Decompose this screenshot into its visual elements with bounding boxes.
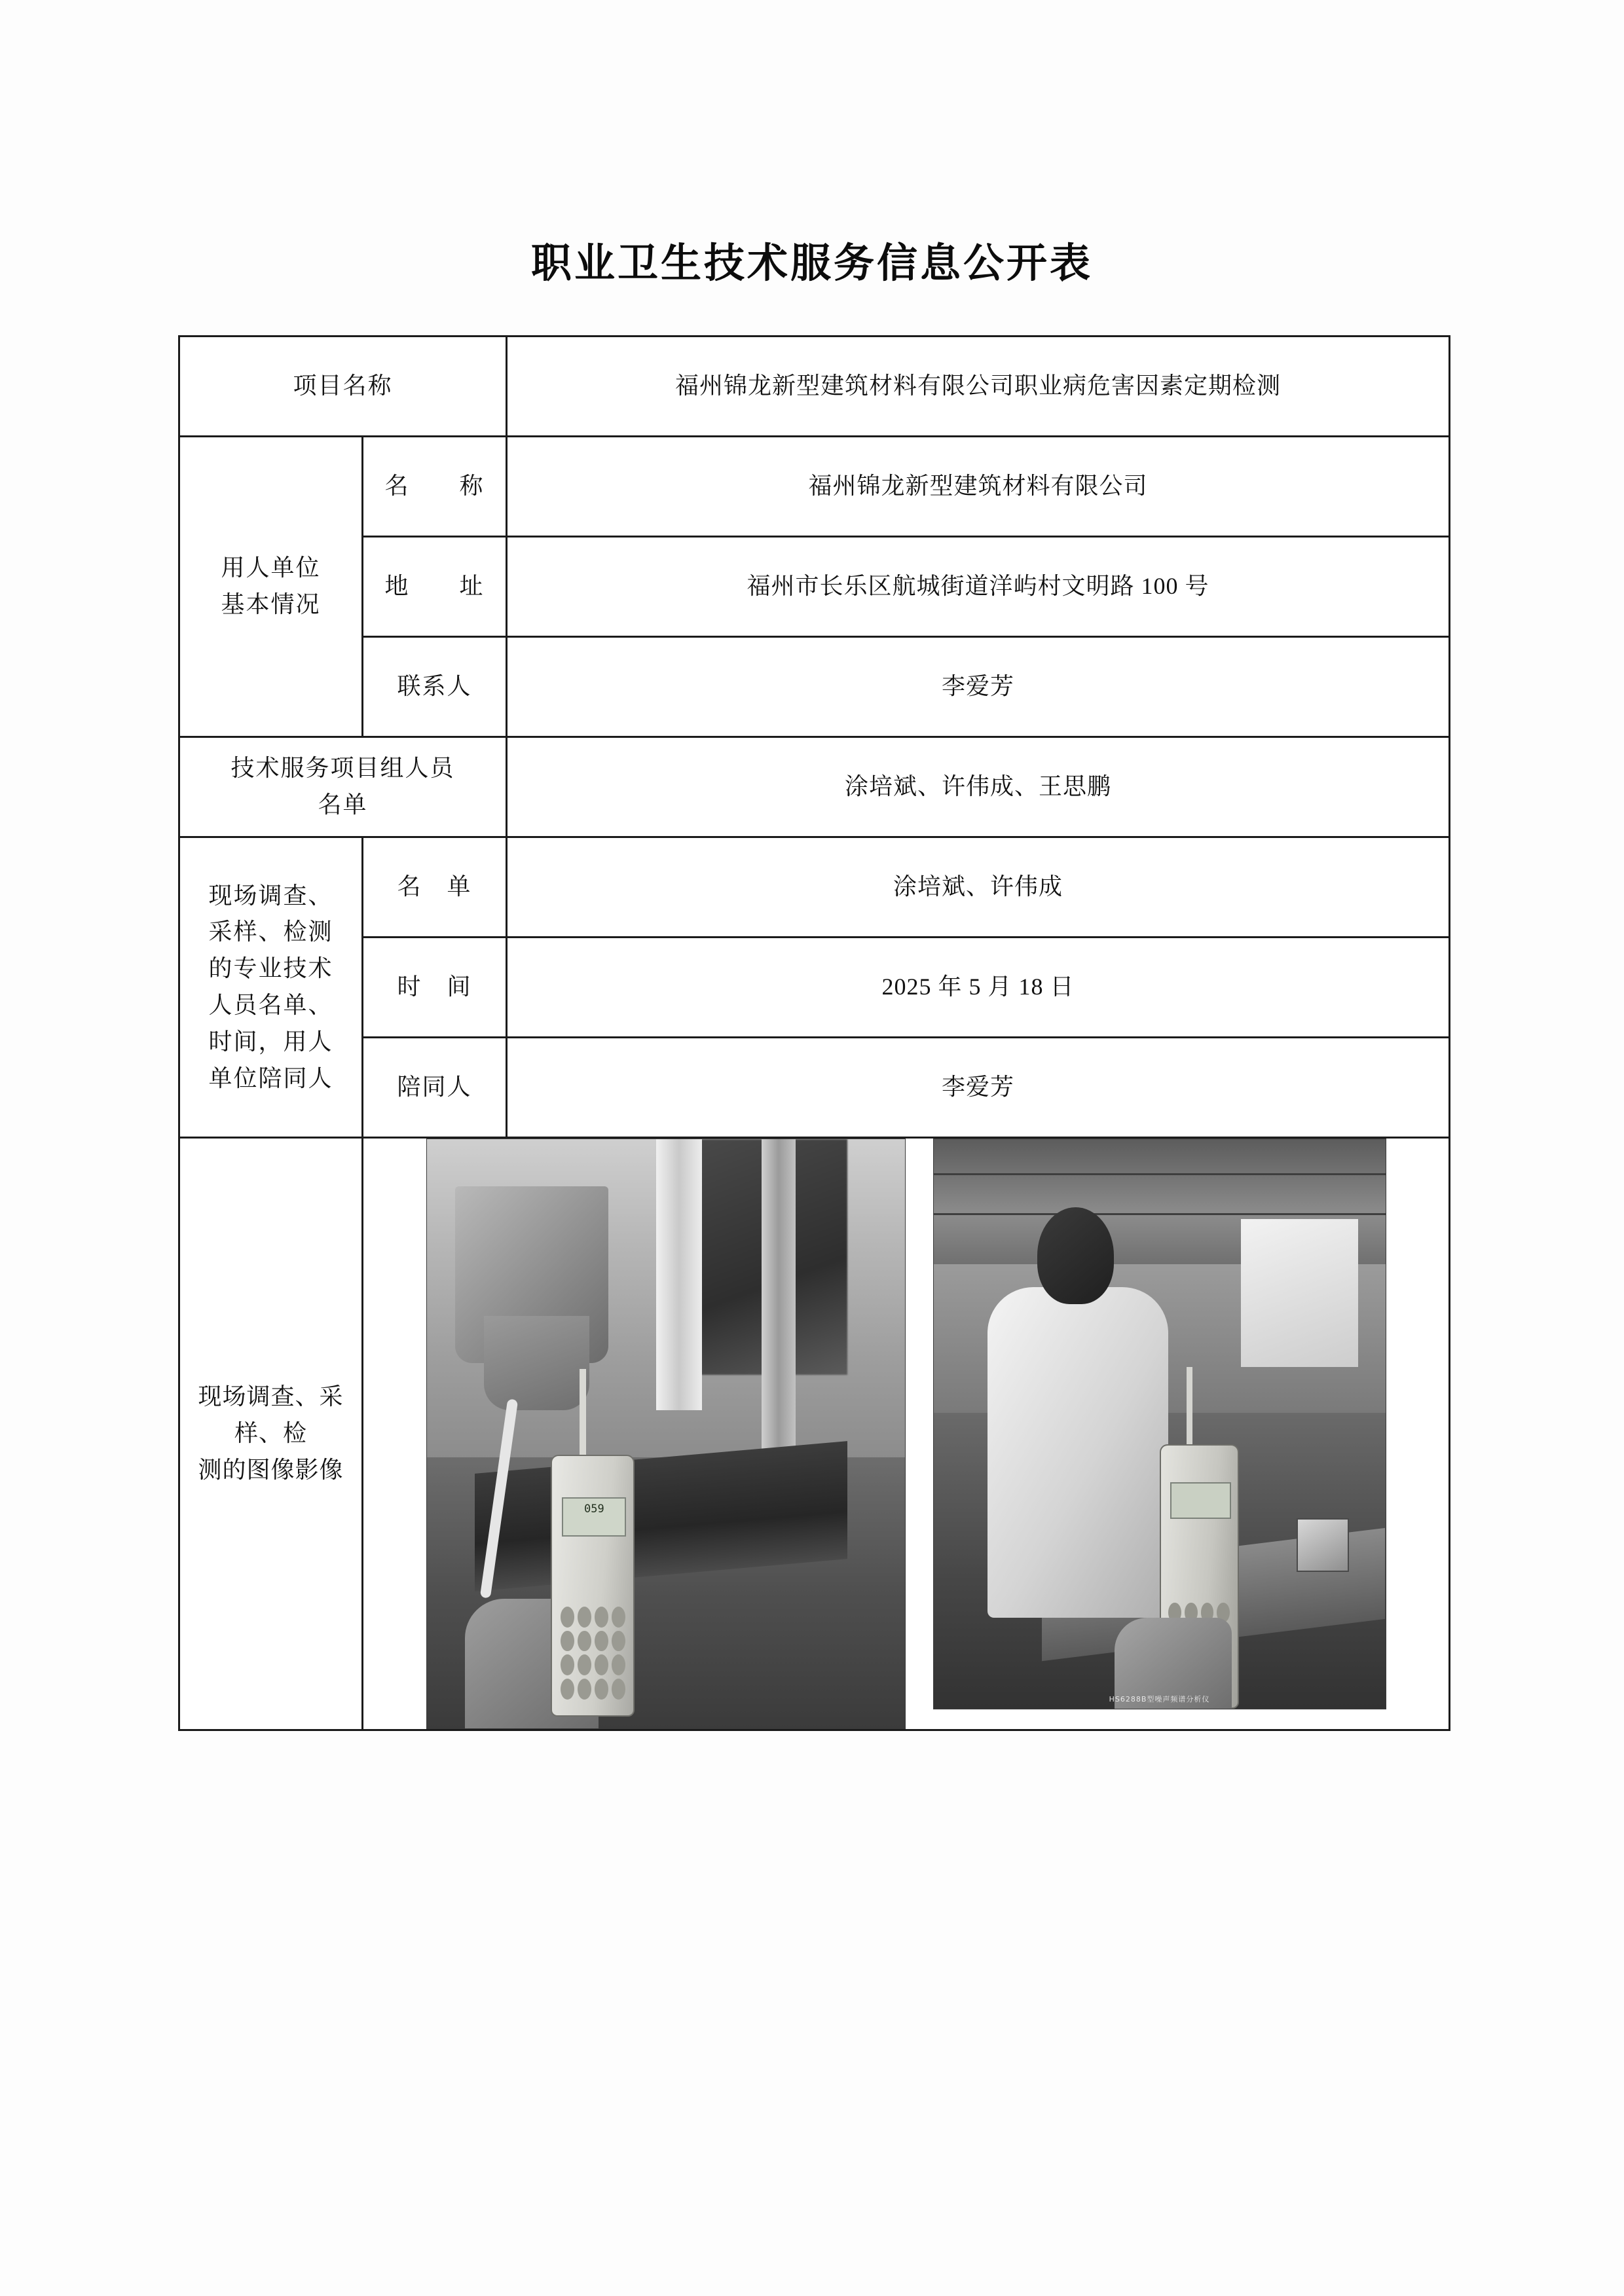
- photo2-worker-head: [1037, 1207, 1114, 1304]
- survey-personnel-label-line1: 现场调查、: [208, 882, 333, 909]
- information-disclosure-table: [178, 335, 1450, 1731]
- photo1-sound-level-meter: [551, 1455, 635, 1717]
- table-row-project-name: [179, 337, 1450, 437]
- survey-name-value: 涂培斌、许伟成: [507, 837, 1450, 938]
- survey-personnel-label: [179, 837, 363, 1138]
- photo2-truss-1: [934, 1173, 1386, 1175]
- table-row-service-team: [179, 737, 1450, 837]
- table-row-employer-address: [179, 537, 1450, 637]
- survey-time-label: 时 间: [363, 938, 507, 1038]
- table-row-survey-companion: [179, 1038, 1450, 1138]
- photo1-column-left: [656, 1139, 702, 1410]
- survey-personnel-label-line3: 的专业技术: [208, 955, 333, 982]
- photo1-meter-display: 059: [562, 1497, 626, 1536]
- employer-name-value: 福州锦龙新型建筑材料有限公司: [507, 437, 1450, 537]
- images-label-line1: 现场调查、采样、检: [198, 1383, 344, 1447]
- service-team-value: 涂培斌、许伟成、王思鹏: [507, 737, 1450, 837]
- employer-contact-label: 联系人: [363, 637, 507, 737]
- employer-basic-info-label-line1: 用人单位: [221, 555, 321, 581]
- survey-personnel-label-line4: 人员名单、: [208, 992, 333, 1018]
- photo2-truss-2: [934, 1213, 1386, 1215]
- service-team-label: [179, 737, 507, 837]
- survey-personnel-label-line6: 单位陪同人: [208, 1065, 333, 1091]
- table-row-survey-name: [179, 837, 1450, 938]
- survey-companion-label: 陪同人: [363, 1038, 507, 1138]
- images-cell: [363, 1138, 1450, 1730]
- table-row-images: [179, 1138, 1450, 1730]
- photo1-microphone: [580, 1369, 586, 1463]
- photo1-column-right: [762, 1139, 796, 1493]
- employer-basic-info-label-line2: 基本情况: [221, 591, 321, 617]
- employer-address-label: 地 址: [363, 537, 507, 637]
- photo2-equipment-box: [1297, 1518, 1349, 1572]
- photo1-meter-keypad: [561, 1607, 625, 1700]
- service-team-label-line2: 名单: [318, 792, 368, 818]
- photo1-mixer-cone: [484, 1316, 589, 1410]
- employer-contact-value: 李爱芳: [507, 637, 1450, 737]
- photo2-worker-body: [987, 1287, 1168, 1618]
- service-team-label-line1: 技术服务项目组人员: [231, 755, 455, 782]
- survey-name-label: 名 单: [363, 837, 507, 938]
- page-title: 职业卫生技术服务信息公开表: [530, 241, 1093, 286]
- survey-time-value: 2025 年 5 月 18 日: [507, 938, 1450, 1038]
- photo2-meter-display: [1170, 1482, 1231, 1519]
- employer-address-value: 福州市长乐区航城街道洋屿村文明路 100 号: [507, 537, 1450, 637]
- project-name-value: 福州锦龙新型建筑材料有限公司职业病危害因素定期检测: [507, 337, 1450, 437]
- table-row-survey-time: [179, 938, 1450, 1038]
- images-label-line2: 测的图像影像: [198, 1456, 344, 1483]
- table-row-employer-contact: [179, 637, 1450, 737]
- photo-site-sampling-2: [933, 1139, 1386, 1709]
- photo2-window-light: [1241, 1219, 1358, 1367]
- table-row-employer-name: [179, 437, 1450, 537]
- survey-personnel-label-line5: 时间，用人: [208, 1028, 333, 1055]
- project-name-label: 项目名称: [179, 337, 507, 437]
- images-label: [179, 1138, 363, 1730]
- photo-site-sampling-1: [426, 1139, 906, 1729]
- survey-companion-value: 李爱芳: [507, 1038, 1450, 1138]
- photo-row: [363, 1139, 1449, 1729]
- photo2-caption: HS6288B型噪声频谱分析仪: [1109, 1694, 1210, 1704]
- employer-name-label: 名 称: [363, 437, 507, 537]
- survey-personnel-label-line2: 采样、检测: [208, 919, 333, 945]
- employer-basic-info-label: [179, 437, 363, 737]
